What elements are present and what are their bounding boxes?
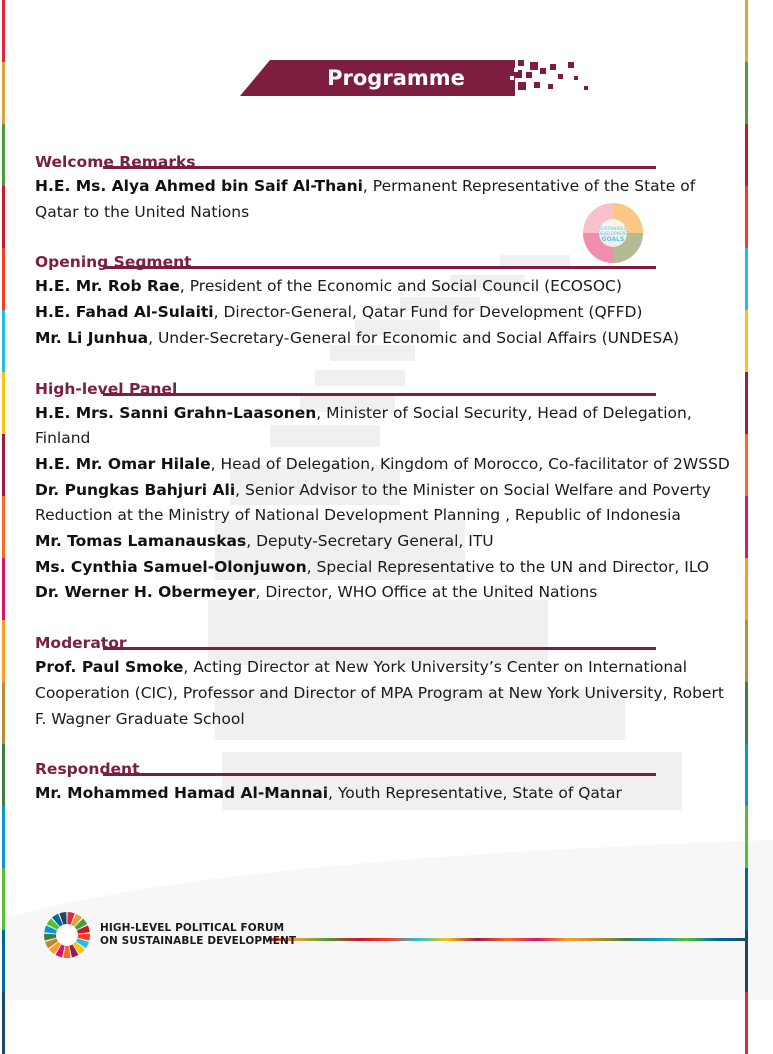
section-heading-row (35, 150, 740, 174)
hlpf-footer-title (100, 922, 300, 948)
speaker-role: , Director, WHO Office at the United Nations (255, 583, 598, 602)
svg-text:SUSTAINABLE: SUSTAINABLE (599, 226, 627, 231)
footer-line-1: HIGH-LEVEL POLITICAL FORUM (100, 922, 285, 934)
section-heading-row (35, 631, 740, 655)
speaker-entry (35, 401, 740, 452)
section-heading: Opening Segment (35, 253, 192, 272)
speaker-name: Dr. Werner H. Obermeyer (35, 583, 256, 602)
speaker-entry (35, 478, 740, 529)
section-heading: High-level Panel (35, 379, 178, 398)
speaker-role: , Acting Director at New York University’s Center on International Cooperation (CIC), Professor and Director of MPA Program at New York University, Robert F. Wagner Graduate School (35, 658, 724, 728)
bottom-sdg-color-line (268, 938, 747, 941)
speaker-entry (35, 174, 740, 225)
speaker-role: , Senior Advisor to the Minister on Social Welfare and Poverty Reduction at the Ministry of National Development Planning , Republic of Indonesia (35, 480, 711, 525)
speaker-entry (35, 452, 740, 478)
speaker-role: , Minister of Social Security, Head of Delegation, Finland (35, 403, 692, 448)
speaker-name: H.E. Ms. Alya Ahmed bin Saif Al-Thani (35, 177, 363, 195)
programme-content (35, 150, 740, 832)
section-heading: Respondent (35, 760, 140, 779)
speaker-entry (35, 580, 740, 606)
speaker-name: H.E. Fahad Al-Sulaiti (35, 303, 214, 322)
section-heading: Moderator (35, 634, 127, 653)
speaker-role: , Permanent Representative of the State of Qatar to the United Nations (35, 177, 696, 221)
speaker-name: H.E. Mr. Omar Hilale (35, 454, 211, 473)
speaker-entry (35, 300, 740, 326)
left-sdg-color-strip (2, 0, 5, 1000)
section-high-level-panel (35, 377, 740, 607)
speaker-role: , Deputy-Secretary General, ITU (246, 532, 494, 551)
section-opening-segment (35, 250, 740, 351)
section-respondent (35, 757, 740, 807)
speaker-name: Mr. Tomas Lamanauskas (35, 532, 247, 551)
section-welcome-remarks (35, 150, 740, 225)
footer-line-2: ON SUSTAINABLE DEVELOPMENT (100, 935, 297, 947)
speaker-entry (35, 555, 740, 581)
speaker-name: Dr. Pungkas Bahjuri Ali (35, 480, 236, 499)
speaker-entry (35, 274, 740, 300)
svg-text:DEVELOPMENT: DEVELOPMENT (598, 231, 628, 236)
speaker-role: , Under-Secretary-General for Economic and Social Affairs (UNDESA) (148, 328, 680, 347)
section-heading-row (35, 250, 740, 274)
sdg-wheel-logo (42, 910, 92, 960)
heading-rule (103, 393, 656, 396)
speaker-entry (35, 655, 740, 732)
page-title: Programme (327, 66, 465, 90)
section-heading: Welcome Remarks (35, 153, 196, 171)
speaker-name: Ms. Cynthia Samuel-Olonjuwon (35, 557, 307, 576)
speaker-name: H.E. Mr. Rob Rae (35, 277, 180, 296)
speaker-role: , Youth Representative, State of Qatar (328, 784, 622, 803)
section-heading-row (35, 757, 740, 781)
speaker-entry (35, 781, 740, 807)
speaker-role: , Head of Delegation, Kingdom of Morocco, Co-facilitator of 2WSSD (210, 454, 730, 473)
speaker-name: Mr. Mohammed Hamad Al-Mannai (35, 784, 329, 803)
speaker-role: , Special Representative to the UN and Director, ILO (306, 557, 710, 576)
heading-rule (103, 647, 656, 650)
speaker-role: , Director-General, Qatar Fund for Development (QFFD) (213, 303, 643, 322)
heading-rule (103, 773, 656, 776)
speaker-name: H.E. Mrs. Sanni Grahn-Laasonen (35, 403, 317, 422)
speaker-role: , President of the Economic and Social Council (ECOSOC) (179, 277, 622, 296)
speaker-name: Prof. Paul Smoke (35, 658, 184, 677)
right-sdg-color-strip (745, 0, 748, 1000)
section-heading-row (35, 377, 740, 401)
svg-text:GOALS: GOALS (601, 236, 625, 243)
section-moderator (35, 631, 740, 732)
speaker-entry (35, 326, 740, 352)
speaker-entry (35, 529, 740, 555)
speaker-name: Mr. Li Junhua (35, 328, 149, 347)
